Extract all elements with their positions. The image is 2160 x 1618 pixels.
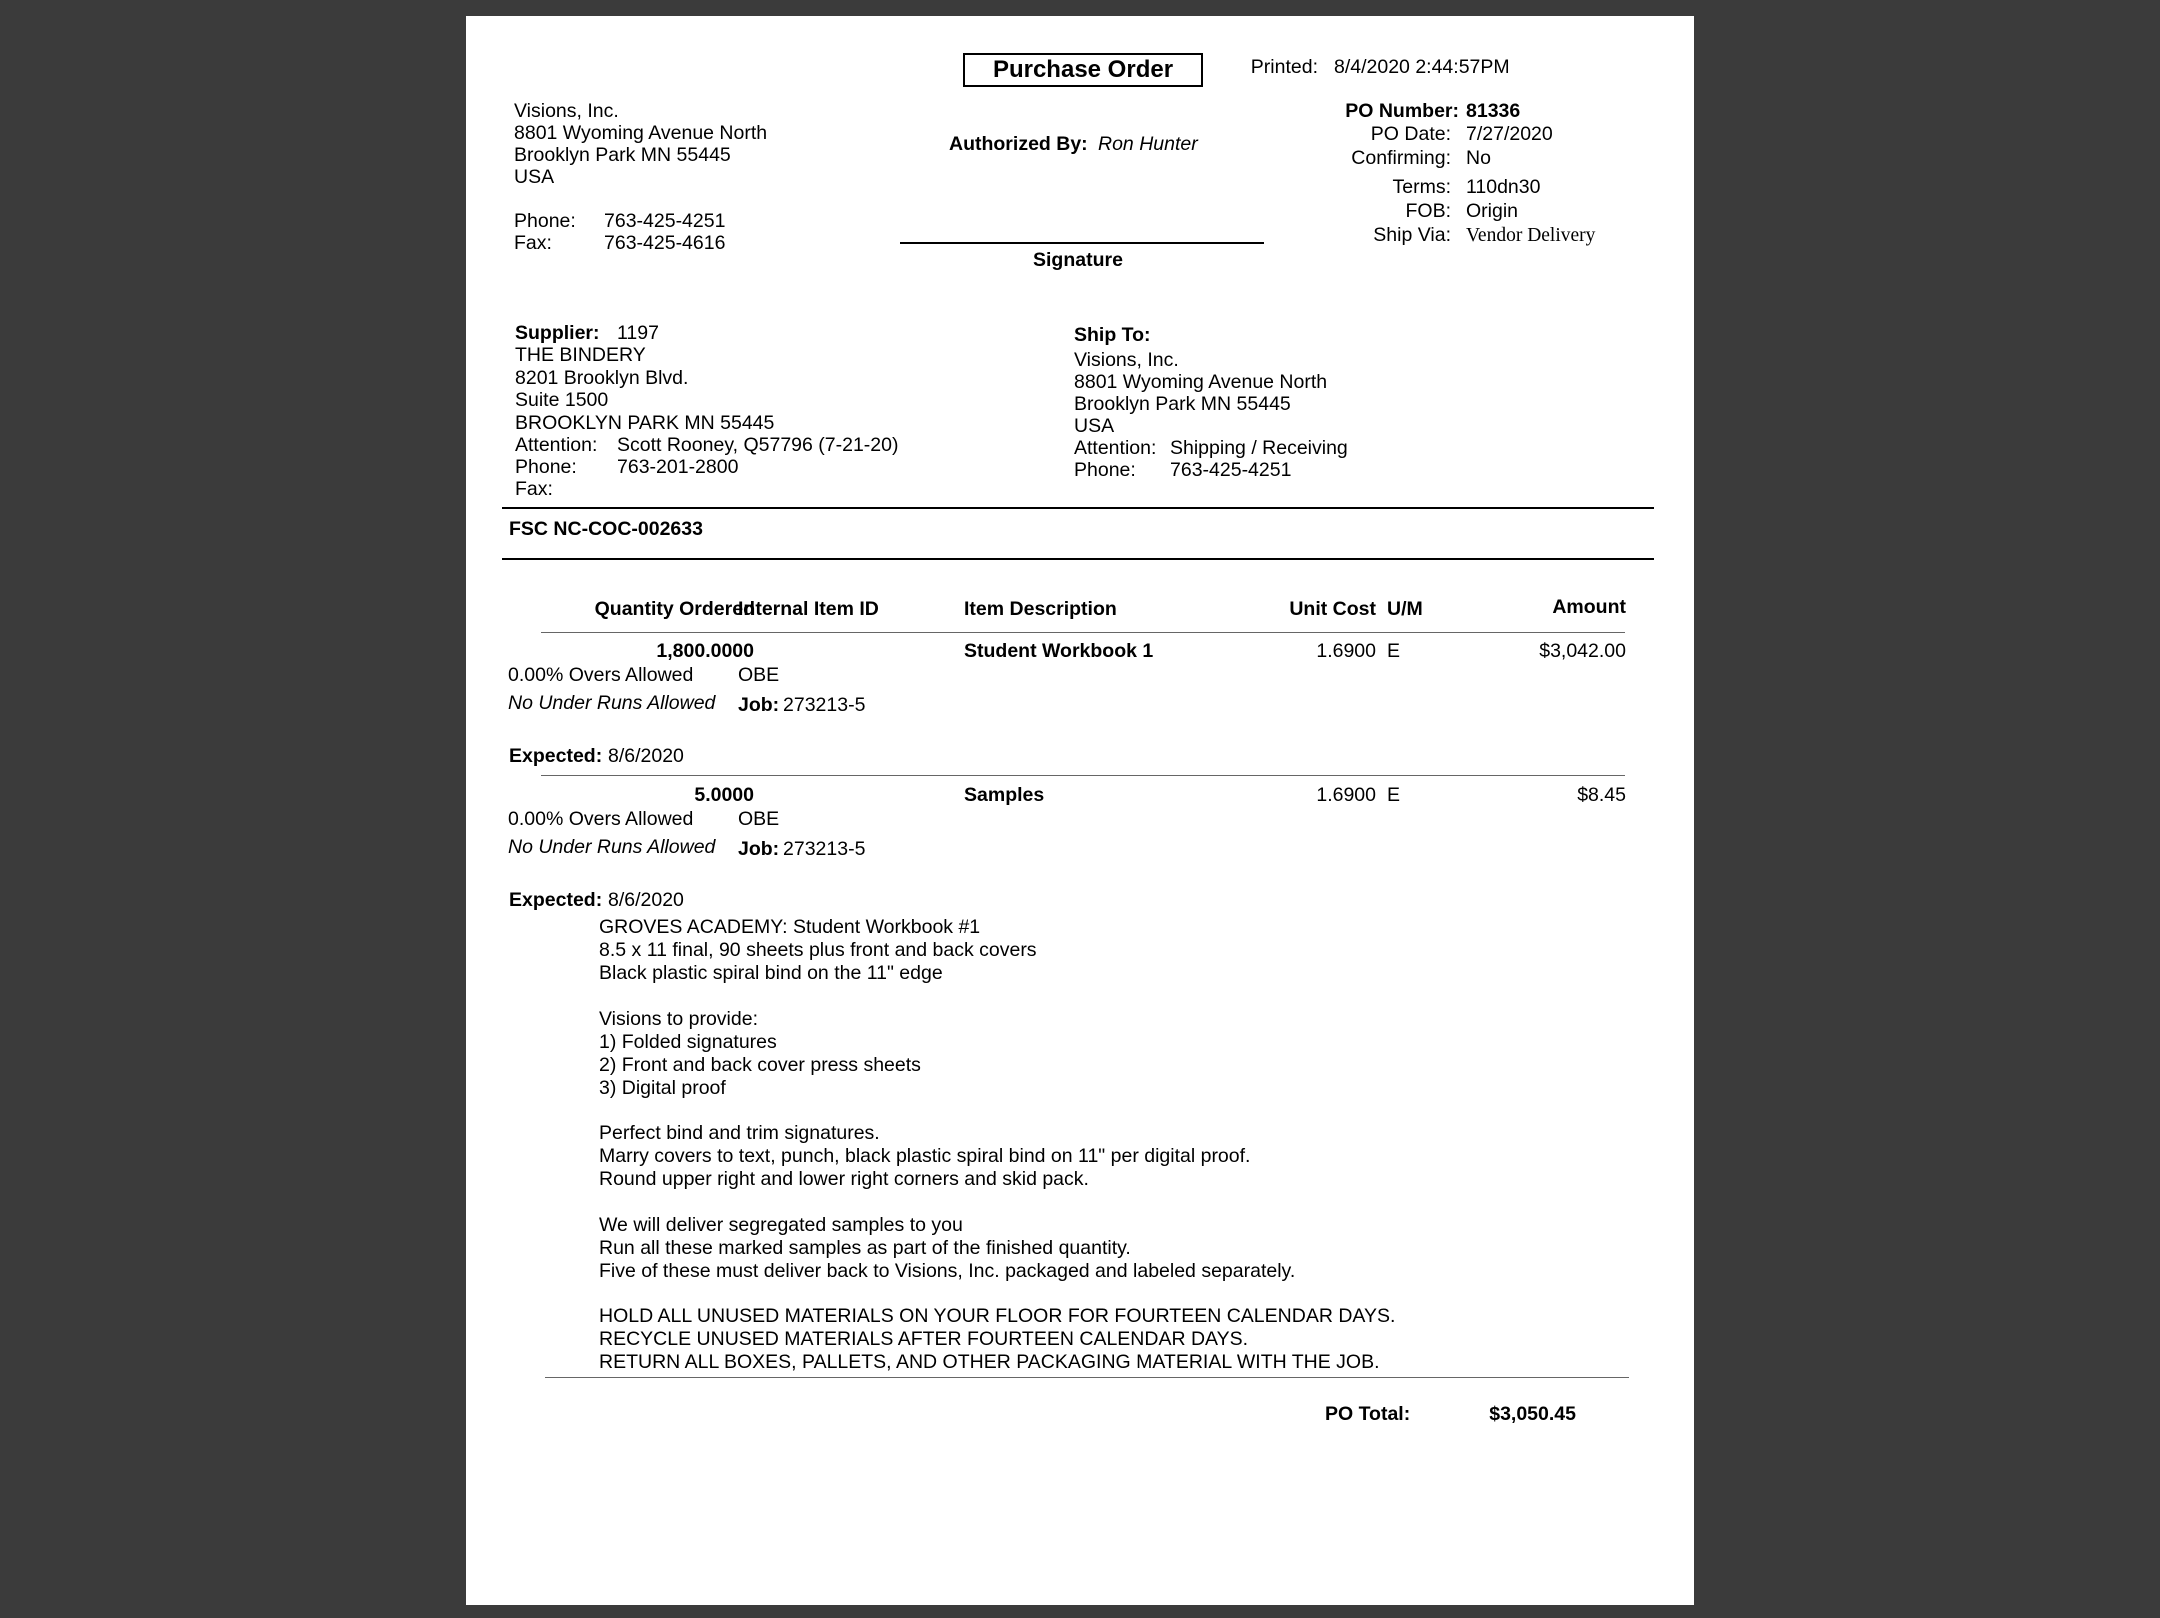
supplier-city-state-zip: BROOKLYN PARK MN 55445 <box>515 412 775 434</box>
row-rule <box>541 775 1625 776</box>
po-total-value: $3,050.45 <box>1489 1403 1576 1425</box>
header-quantity: Quantity Ordered <box>594 598 755 620</box>
confirming: No <box>1466 147 1491 169</box>
item-overs: 0.00% Overs Allowed <box>508 664 694 686</box>
signature-label: Signature <box>1033 249 1123 271</box>
confirming-label: Confirming: <box>1351 147 1451 169</box>
ship-to-city-state-zip: Brooklyn Park MN 55445 <box>1074 393 1291 415</box>
header-um: U/M <box>1387 598 1423 620</box>
item-description: Samples <box>964 784 1045 806</box>
po-date-label: PO Date: <box>1370 123 1451 145</box>
supplier-phone: 763-201-2800 <box>617 456 739 478</box>
note-line: GROVES ACADEMY: Student Workbook #1 <box>599 916 981 938</box>
po-number: 81336 <box>1466 100 1521 122</box>
document-title: Purchase Order <box>963 53 1203 87</box>
item-expected-label: Expected: <box>509 745 603 767</box>
printed-value: 8/4/2020 2:44:57PM <box>1334 56 1510 78</box>
note-line: 1) Folded signatures <box>599 1030 777 1053</box>
item-um: E <box>1387 640 1401 662</box>
ship-to-phone: 763-425-4251 <box>1170 459 1292 481</box>
note-line: Round upper right and lower right corners and skid pack. <box>599 1168 1089 1190</box>
ship-to-country: USA <box>1074 415 1115 437</box>
note-line: Marry covers to text, punch, black plastic spiral bind on 11" per digital proof. <box>599 1145 1251 1167</box>
note-spacer <box>599 1191 1395 1214</box>
note-spacer <box>599 1100 1395 1123</box>
printed-label: Printed: <box>1250 56 1318 78</box>
authorized-by-label: Authorized By: <box>949 133 1088 155</box>
supplier-name: THE BINDERY <box>515 344 646 366</box>
supplier-attention: Scott Rooney, Q57796 (7-21-20) <box>617 434 899 456</box>
item-quantity: 5.0000 <box>694 784 754 806</box>
item-job-label: Job: <box>738 838 780 860</box>
ship-to-attention-label: Attention: <box>1074 437 1157 459</box>
supplier-fax-label: Fax: <box>515 478 553 500</box>
supplier-address-line2: Suite 1500 <box>515 389 609 411</box>
note-spacer <box>599 1283 1395 1306</box>
total-rule <box>545 1377 1629 1378</box>
note-line: Black plastic spiral bind on the 11" edge <box>599 962 943 984</box>
note-spacer <box>599 985 1395 1008</box>
item-overs: 0.00% Overs Allowed <box>508 808 694 830</box>
po-total-label: PO Total: <box>1325 1403 1411 1425</box>
fob-label: FOB: <box>1405 200 1451 222</box>
item-job: 273213-5 <box>783 694 866 716</box>
item-under-runs: No Under Runs Allowed <box>508 692 716 714</box>
header-unit-cost: Unit Cost <box>1289 598 1376 620</box>
order-notes <box>599 916 1395 1374</box>
company-phone: 763-425-4251 <box>604 210 726 232</box>
supplier-phone-label: Phone: <box>515 456 577 478</box>
item-expected: 8/6/2020 <box>608 745 684 767</box>
note-line: Five of these must deliver back to Visions, Inc. packaged and labeled separately. <box>599 1259 1296 1282</box>
note-line: Run all these marked samples as part of the finished quantity. <box>599 1236 1131 1259</box>
header-item-id: Internal Item ID <box>738 598 879 620</box>
note-line: We will deliver segregated samples to you <box>599 1213 963 1236</box>
header-amount: Amount <box>1552 596 1626 618</box>
header-rule <box>541 632 1625 633</box>
item-um: E <box>1387 784 1401 806</box>
po-number-label: PO Number: <box>1345 100 1459 122</box>
item-job: 273213-5 <box>783 838 866 860</box>
note-line: 8.5 x 11 final, 90 sheets plus front and back covers <box>599 939 1037 961</box>
company-fax: 763-425-4616 <box>604 232 726 254</box>
note-line: Visions to provide: <box>599 1007 758 1030</box>
supplier-attention-label: Attention: <box>515 434 598 456</box>
terms: 110dn30 <box>1466 176 1541 198</box>
note-line: RECYCLE UNUSED MATERIALS AFTER FOURTEEN CALENDAR DAYS. <box>599 1328 1249 1350</box>
item-unit-cost: 1.6900 <box>1316 640 1376 662</box>
terms-label: Terms: <box>1392 176 1451 198</box>
fob: Origin <box>1466 200 1519 222</box>
note-line: 3) Digital proof <box>599 1076 726 1099</box>
note-line: RETURN ALL BOXES, PALLETS, AND OTHER PACKAGING MATERIAL WITH THE JOB. <box>599 1351 1380 1373</box>
item-expected-label: Expected: <box>509 889 603 911</box>
divider-top <box>502 507 1654 509</box>
authorized-by-name: Ron Hunter <box>1098 133 1198 155</box>
company-phone-label: Phone: <box>514 210 576 232</box>
document-page <box>466 16 1694 1605</box>
po-date: 7/27/2020 <box>1466 123 1553 145</box>
item-under-runs: No Under Runs Allowed <box>508 836 716 858</box>
ship-to-label: Ship To: <box>1074 324 1151 346</box>
ship-via-label: Ship Via: <box>1373 224 1451 246</box>
item-expected: 8/6/2020 <box>608 889 684 911</box>
item-unit-cost: 1.6900 <box>1316 784 1376 806</box>
company-country: USA <box>514 166 555 188</box>
item-amount: $3,042.00 <box>1539 640 1626 662</box>
supplier-id: 1197 <box>617 322 659 344</box>
note-line: Perfect bind and trim signatures. <box>599 1122 880 1144</box>
company-fax-label: Fax: <box>514 232 552 254</box>
signature-line <box>900 242 1264 244</box>
ship-to-address-line: 8801 Wyoming Avenue North <box>1074 371 1328 393</box>
ship-via: Vendor Delivery <box>1466 225 1596 246</box>
item-quantity: 1,800.0000 <box>656 640 754 662</box>
company-name: Visions, Inc. <box>514 100 619 122</box>
ship-to-attention: Shipping / Receiving <box>1170 437 1348 459</box>
supplier-label: Supplier: <box>515 322 600 344</box>
ship-to-phone-label: Phone: <box>1074 459 1136 481</box>
item-job-label: Job: <box>738 694 780 716</box>
note-line: HOLD ALL UNUSED MATERIALS ON YOUR FLOOR FOR FOURTEEN CALENDAR DAYS. <box>599 1305 1396 1327</box>
company-address-line: 8801 Wyoming Avenue North <box>514 122 768 144</box>
item-description: Student Workbook 1 <box>964 640 1154 662</box>
fsc-certification: FSC NC-COC-002633 <box>509 518 703 540</box>
header-description: Item Description <box>964 598 1117 620</box>
ship-to-name: Visions, Inc. <box>1074 349 1179 371</box>
note-line: 2) Front and back cover press sheets <box>599 1053 921 1076</box>
supplier-address-line1: 8201 Brooklyn Blvd. <box>515 367 689 389</box>
divider-bottom <box>502 558 1654 560</box>
item-id: OBE <box>738 664 780 686</box>
company-city-state-zip: Brooklyn Park MN 55445 <box>514 144 731 166</box>
item-amount: $8.45 <box>1577 784 1626 806</box>
item-id: OBE <box>738 808 780 830</box>
